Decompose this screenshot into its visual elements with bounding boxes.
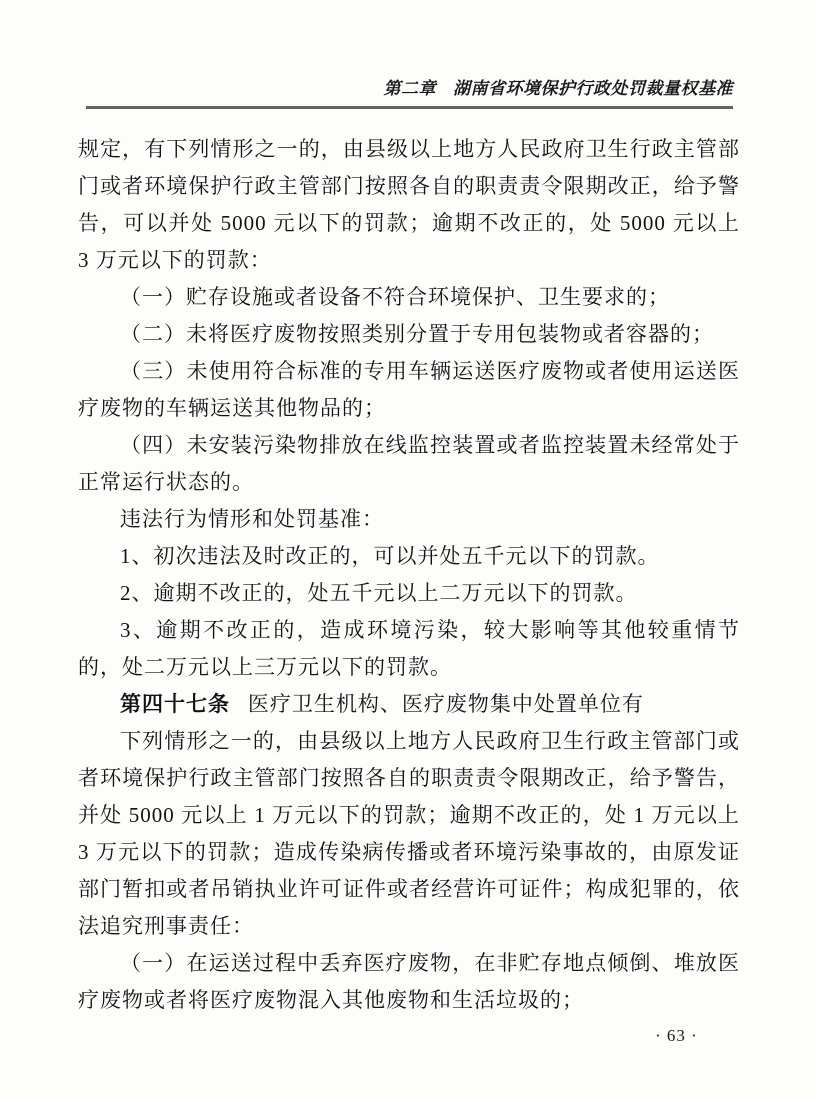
paragraph: 2、逾期不改正的，处五千元以上二万元以下的罚款。 [120,581,638,605]
article-title: 医疗卫生机构、医疗废物集中处置单位有 [247,692,644,716]
chapter-label: 第二章 [383,79,436,98]
document-body [78,131,740,1019]
paragraph: 规定，有下列情形之一的，由县级以上地方人民政府卫生行政主管部门或者环境保护行政主管部门按照各自的职责责令限期改正，给予警告，可以并处 5000 元以下的罚款；逾期不改正的，处 5000 元以上 3 万元以下的罚款： [78,137,740,272]
paragraph: （二）未将医疗废物按照类别分置于专用包装物或者容器的； [120,322,714,346]
paragraph: 下列情形之一的，由县级以上地方人民政府卫生行政主管部门或者环境保护行政主管部门按照各自的职责责令限期改正，给予警告，并处 5000 元以上 1 万元以下的罚款；逾期不改正的，处 1 万元以上 3 万元以下的罚款；造成传染病传播或者环境污染事故的，由原发证部门暂扣或者吊销执业许可证件或者经营许可证件；构成犯罪的，依法追究刑事责任： [78,729,740,938]
paragraph: （四）未安装污染物排放在线监控装置或者监控装置未经常处于正常运行状态的。 [78,433,740,494]
article-number: 第四十七条 [120,692,230,716]
chapter-title: 湖南省环境保护行政处罚裁量权基准 [453,79,733,98]
page-number: · 63 · [655,1026,698,1045]
paragraph: （一）在运送过程中丢弃医疗废物，在非贮存地点倾倒、堆放医疗废物或者将医疗废物混入其他废物和生活垃圾的； [78,951,740,1012]
paragraph: 违法行为情形和处罚基准： [120,507,384,531]
header-divider [86,106,733,109]
paragraph: （三）未使用符合标准的专用车辆运送医疗废物或者使用运送医疗废物的车辆运送其他物品的； [78,359,740,420]
running-head [86,74,733,99]
paragraph: 3、逾期不改正的，造成环境污染，较大影响等其他较重情节的，处二万元以上三万元以下的罚款。 [78,618,740,679]
page-header [86,74,733,109]
article-heading [78,686,740,723]
paragraph: 1、初次违法及时改正的，可以并处五千元以下的罚款。 [120,544,660,568]
paragraph: （一）贮存设施或者设备不符合环境保护、卫生要求的； [120,285,670,309]
